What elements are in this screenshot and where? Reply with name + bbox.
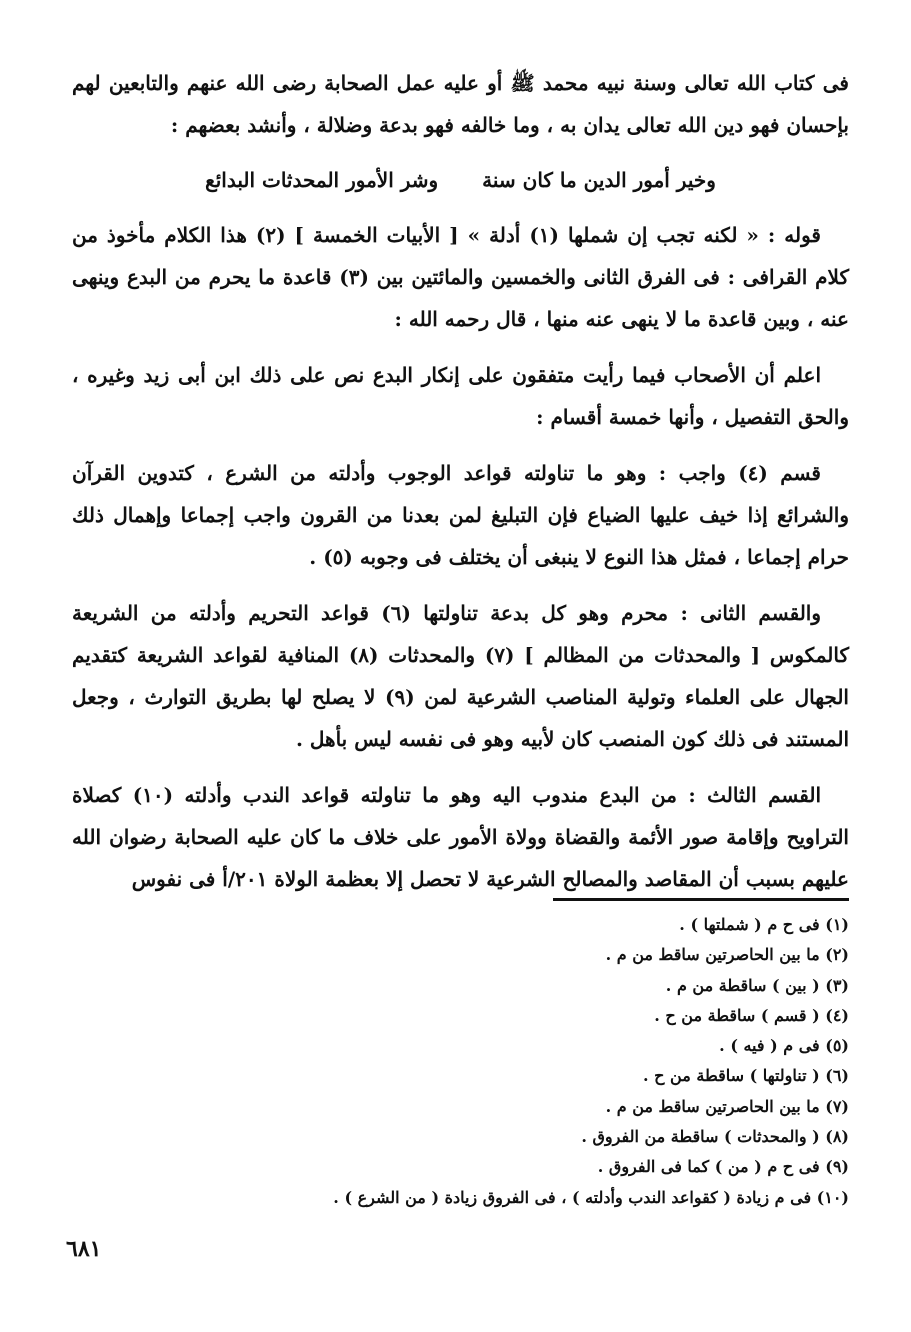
paragraph-text: فى كتاب الله تعالى وسنة نبيه محمد ﷺ أو عليه عمل الصحابة رضى الله عنهم والتابعين لهم بإحسان فهو دين الله تعالى يدان به ، وما خالفه فهو بدعة وضلالة ، وأنشد بعضهم :: [72, 71, 849, 137]
paragraph-wajib: [72, 452, 849, 578]
paragraph-text: اعلم أن الأصحاب فيما رأيت متفقون على إنكار البدع نص على ذلك ابن أبى زيد وغيره ، والحق التفصيل ، وأنها خمسة أقسام :: [72, 363, 849, 429]
footnote: (٨) ( والمحدثات ) ساقطة من الفروق .: [581, 1127, 849, 1147]
paragraph-text: وهو ما تناولته قواعد الوجوب وأدلته من الشرع ، كتدوين القرآن والشرائع إذا خيف عليها الضياع فإن التبليغ لمن بعدنا من القرون واجب إجماعا وإهمال ذلك حرام إجماعا ، فمثل هذا النوع لا ينبغى أن يختلف فى وجوبه (٥) .: [72, 461, 849, 569]
paragraph-text: من البدع مندوب اليه وهو ما تناولته قواعد الندب وأدلته (١٠) كصلاة التراويح وإقامة صور الأئمة والقضاة وولاة الأمور على خلاف ما كان عليه الصحابة رضوان الله عليهم بسبب أن المقاصد والمصالح الشرعية لا تحصل إلا بعظمة الولاة ٢٠١/أ فى نفوس: [72, 783, 849, 891]
footnote: (٤) ( قسم ) ساقطة من ح .: [654, 1005, 849, 1025]
paragraph-muharram: [72, 592, 849, 760]
footnote-separator: [553, 898, 849, 901]
footnote: (٢) ما بين الحاصرتين ساقط من م .: [605, 945, 849, 965]
footnote: (١) فى ح م ( شملتها ) .: [679, 915, 849, 934]
paragraph-text: محرم وهو كل بدعة تناولتها (٦) قواعد التحريم وأدلته من الشريعة كالمكوس [ والمحدثات من المظالم ] (٧) والمحدثات (٨) المنافية لقواعد الشريعة كتقديم الجهال على العلماء وتولية المناصب الشرعية لمن (٩) لا يصلح لها بطريق التوارث ، وجعل المستند فى ذلك كون المنصب كان لأبيه وهو فى نفسه ليس بأهل .: [72, 601, 849, 751]
footnote: (٩) فى ح م ( من ) كما فى الفروق .: [597, 1157, 849, 1177]
footnote: (٥) فى م ( فيه ) .: [719, 1036, 849, 1056]
paragraph-i-lam: [72, 354, 849, 438]
paragraph-text: « لكنه تجب إن شملها (١) أدلة » [ الأبيات الخمسة ] (٢) هذا الكلام مأخوذ من كلام القرافى : فى الفرق الثانى والخمسين والمائتين بين (٣) قاعدة ما يحرم من البدع وينهى عنه ، وبين قاعدة ما لا ينهى عنه منها ، قال رحمه الله :: [72, 223, 849, 331]
poem-verse: [72, 160, 849, 200]
verse-hemistich-1: وخير أمور الدين ما كان سنة: [482, 168, 716, 192]
footnotes: [72, 910, 849, 1213]
footnote: (٣) ( بين ) ساقطة من م .: [665, 975, 849, 995]
footnote: (١٠) فى م زيادة ( كقواعد الندب وأدلته ) ، فى الفروق زيادة ( من الشرع ) .: [333, 1187, 849, 1207]
page-number: ٦٨١: [66, 1236, 102, 1262]
paragraph-qawluhu: [72, 214, 849, 340]
paragraph-lead: القسم الثالث :: [688, 783, 822, 807]
paragraph-lead: والقسم الثانى :: [680, 601, 821, 625]
footnote: (٦) ( تناولتها ) ساقطة من ح .: [643, 1066, 849, 1086]
paragraph-lead: قوله :: [767, 223, 821, 247]
verse-hemistich-2: وشر الأمور المحدثات البدائع: [205, 168, 439, 192]
footnote: (٧) ما بين الحاصرتين ساقط من م .: [605, 1096, 849, 1116]
paragraph-mandub: [72, 774, 849, 900]
paragraph-intro: [72, 62, 849, 146]
paragraph-lead: قسم (٤) واجب :: [658, 461, 821, 485]
main-text: [72, 62, 849, 914]
